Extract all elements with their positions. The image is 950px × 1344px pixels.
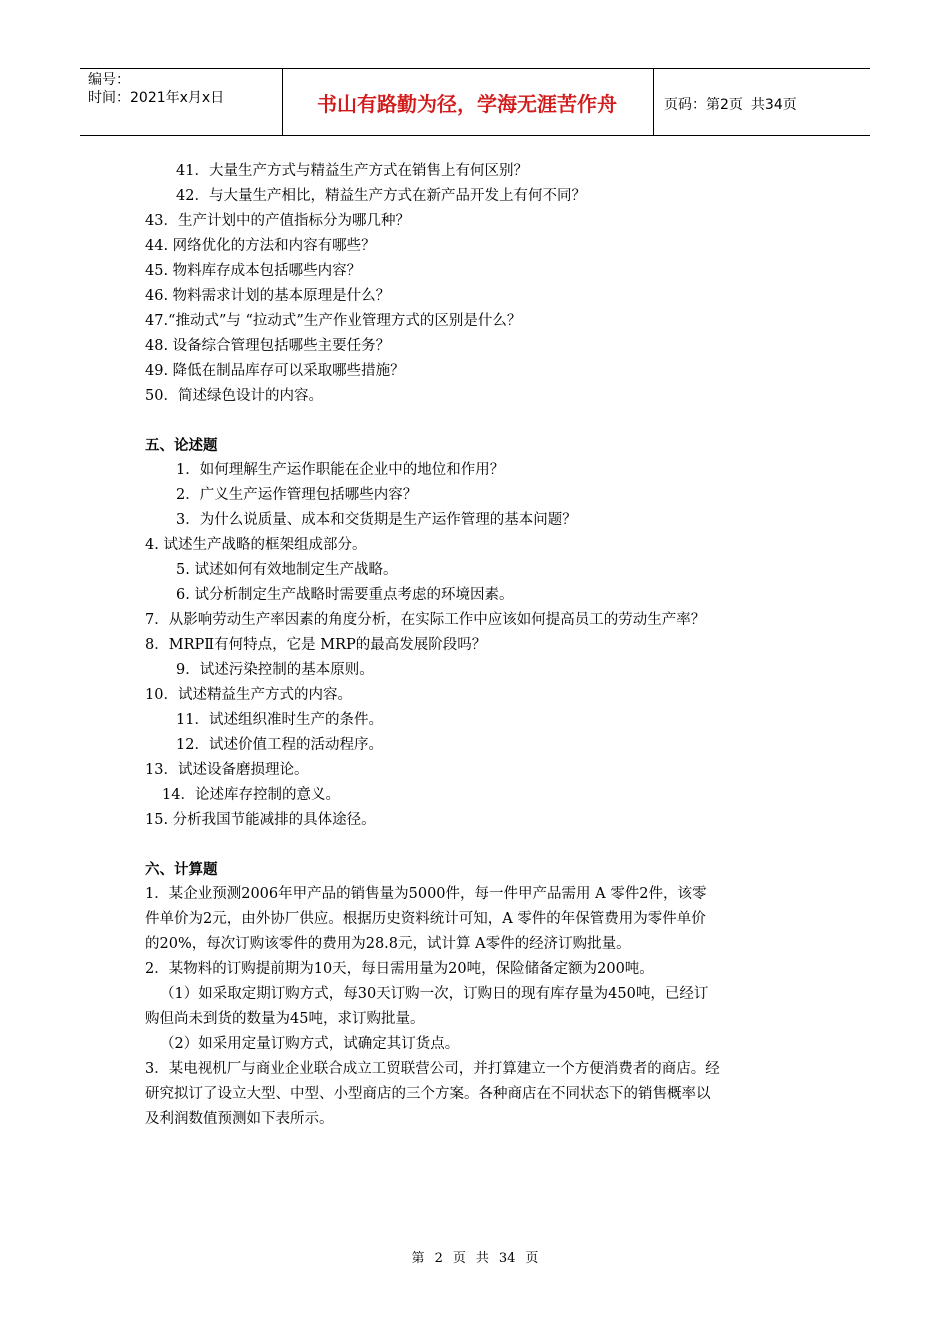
list-item: 1．如何理解生产运作职能在企业中的地位和作用？ [176, 462, 505, 478]
doc-date-label: 时间：2021年x月x日 [88, 90, 225, 106]
header-page-info [664, 94, 797, 114]
paragraph-line: （2）如采用定量订购方式，试确定其订货点。 [160, 1036, 460, 1052]
header-motto: 书山有路勤为径，学海无涯苦作舟 [317, 91, 617, 116]
list-item: 44. 网络优化的方法和内容有哪些？ [145, 238, 376, 254]
page-header [80, 68, 870, 136]
list-item: 46. 物料需求计划的基本原理是什么？ [145, 288, 391, 304]
paragraph-line: 1．某企业预测2006年甲产品的销售量为5000件，每一件甲产品需用 A 零件2件，该零 [145, 886, 707, 902]
paragraph-line: 购但尚未到货的数量为45吨，求订购批量。 [145, 1011, 425, 1027]
list-item: 10．试述精益生产方式的内容。 [145, 687, 352, 703]
list-item: 43．生产计划中的产值指标分为哪几种？ [145, 213, 410, 229]
list-item: 15. 分析我国节能减排的具体途径。 [145, 812, 376, 828]
paragraph-line: 件单价为2元，由外协厂供应。根据历史资料统计可知，A 零件的年保管费用为零件单价 [145, 911, 706, 927]
list-item: 45. 物料库存成本包括哪些内容？ [145, 263, 362, 279]
list-item: 3．为什么说质量、成本和交货期是生产运作管理的基本问题？ [176, 512, 577, 528]
doc-number-label: 编号： [88, 72, 130, 88]
list-item: 42．与大量生产相比，精益生产方式在新产品开发上有何不同？ [176, 188, 586, 204]
page-footer [0, 1247, 950, 1266]
footer-page-prefix: 第 [411, 1251, 425, 1266]
section-title-calculation: 六、计算题 [145, 862, 218, 878]
paragraph-line: 研究拟订了设立大型、中型、小型商店的三个方案。各种商店在不同状态下的销售概率以 [145, 1086, 711, 1102]
footer-total-prefix: 共 [475, 1251, 489, 1266]
header-meta [88, 71, 224, 107]
list-item: 4. 试述生产战略的框架组成部分。 [145, 537, 367, 553]
list-item: 49. 降低在制品库存可以采取哪些措施？ [145, 363, 405, 379]
list-item: 8．MRPⅡ有何特点，它是 MRP的最高发展阶段吗？ [145, 637, 487, 653]
header-divider-right [653, 68, 654, 136]
footer-page-number: 2 [434, 1251, 443, 1266]
header-page-label: 页码：第2页 [664, 97, 743, 113]
footer-page-unit: 页 [452, 1251, 466, 1266]
paragraph-line: 3．某电视机厂与商业企业联合成立工贸联营公司，并打算建立一个方便消费者的商店。经 [145, 1061, 720, 1077]
list-item: 48. 设备综合管理包括哪些主要任务？ [145, 338, 391, 354]
footer-total-unit: 页 [525, 1251, 539, 1266]
list-item: 2．广义生产运作管理包括哪些内容？ [176, 487, 418, 503]
section-title-essay: 五、论述题 [145, 438, 218, 454]
paragraph-line: 的20%，每次订购该零件的费用为28.8元，试计算 A零件的经济订购批量。 [145, 936, 631, 952]
list-item: 7．从影响劳动生产率因素的角度分析，在实际工作中应该如何提高员工的劳动生产率？ [145, 612, 706, 628]
list-item: 41．大量生产方式与精益生产方式在销售上有何区别？ [176, 163, 528, 179]
paragraph-line: 2．某物料的订购提前期为10天，每日需用量为20吨，保险储备定额为200吨。 [145, 961, 654, 977]
list-item: 13．试述设备磨损理论。 [145, 762, 309, 778]
header-total-label: 共34页 [750, 97, 797, 113]
list-item: 47.“推动式”与 “拉动式”生产作业管理方式的区别是什么？ [145, 313, 522, 329]
list-item: 11．试述组织准时生产的条件。 [176, 712, 383, 728]
list-item: 9．试述污染控制的基本原则。 [176, 662, 374, 678]
footer-total-number: 34 [498, 1251, 516, 1266]
list-item: 14．论述库存控制的意义。 [162, 787, 340, 803]
list-item: 5. 试述如何有效地制定生产战略。 [176, 562, 398, 578]
paragraph-line: （1）如采取定期订购方式，每30天订购一次，订购日的现有库存量为450吨，已经订 [160, 986, 709, 1002]
list-item: 6. 试分析制定生产战略时需要重点考虑的环境因素。 [176, 587, 514, 603]
paragraph-line: 及利润数值预测如下表所示。 [145, 1111, 334, 1127]
list-item: 50．简述绿色设计的内容。 [145, 388, 323, 404]
list-item: 12．试述价值工程的活动程序。 [176, 737, 383, 753]
